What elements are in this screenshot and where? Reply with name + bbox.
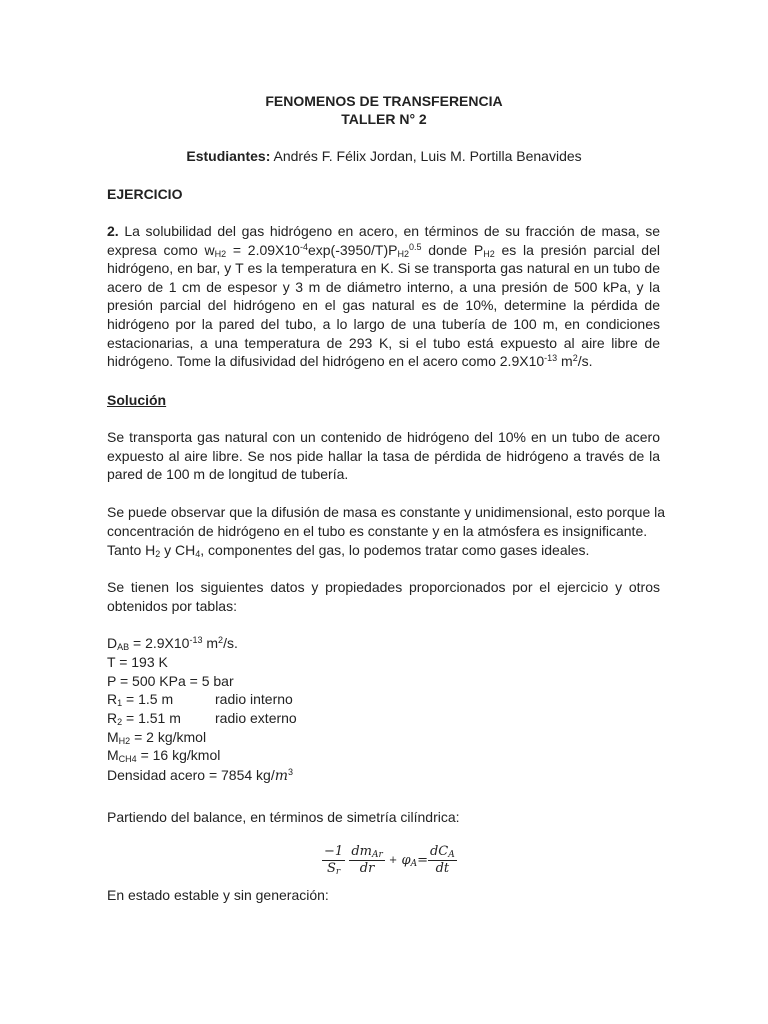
fraction-numerator-2 (349, 844, 384, 861)
plus-sign: + (388, 855, 398, 866)
statement-text-4: donde P (421, 241, 484, 258)
data-mh2 (107, 728, 206, 746)
students-label: Estudiantes: (186, 148, 271, 164)
statement-text-5: es la presión parcial del hidrógeno, en bar, y T es la temperatura en K. Si se transporta gas natural en un tubo de acero de 1 cm de espesor y 3 m de diámetro interno, a una presión de 500 kPa, y la presión parcial del hidrógeno en el gas natural es de 10%, determine la pérdida de hidrógeno por la pared del tubo, a lo largo de una tubería de 100 m, en condiciones estacionarias, a una temperatura de 293 K, si el tubo está expuesto al aire libre de hidrógeno. Tome la difusividad del hidrógeno en el acero como 2.9X10 (107, 241, 660, 370)
dc-subscript: A (448, 850, 455, 860)
data-r1-note: radio interno (215, 691, 293, 707)
dab-subscript: AB (117, 642, 130, 652)
mh2-value: = 2 kg/kmol (130, 729, 207, 745)
text-gases-ideales: , componentes del gas, lo podemos tratar como gases ideales. (200, 542, 590, 558)
exponent-3: 2 (572, 353, 578, 364)
solution-paragraph-2-line-1: Se puede observar que la difusión de masa es constante y unidimensional, esto porque la (107, 504, 666, 520)
solution-paragraph-2-line-2: concentración de hidrógeno en el tubo es constante y en la atmósfera es insignificante. (107, 523, 648, 539)
statement-text-3: exp(-3950/T)P (307, 241, 398, 258)
fraction-denominator-2: dr (359, 861, 375, 876)
w-subscript: H2 (214, 248, 227, 259)
r2-value: = 1.51 m (122, 710, 181, 726)
p2-subscript: H2 (483, 248, 495, 259)
density-text: Densidad acero = 7854 kg/ (107, 767, 275, 783)
dc-symbol: dC (429, 844, 449, 859)
data-r1 (107, 690, 173, 708)
solution-heading: Solución (107, 392, 167, 408)
data-dab (107, 634, 238, 652)
text-ch: y CH (160, 542, 196, 558)
fraction-denominator-1 (322, 861, 345, 877)
exercise-statement (107, 222, 660, 371)
data-density (107, 766, 293, 785)
dab-unit-end: /s. (223, 635, 238, 651)
p-superscript: 0.5 (408, 241, 422, 252)
equals-sign: = (417, 853, 428, 868)
fraction-dm-over-dr (349, 844, 384, 877)
p-subscript: H2 (397, 248, 409, 259)
r1-subscript: 1 (117, 698, 123, 708)
density-m: m (274, 768, 289, 784)
students-names: Andrés F. Félix Jordan, Luis M. Portilla Benavides (273, 148, 582, 164)
solution-paragraph-3: Se tienen los siguientes datos y propiedades proporcionados por el ejercicio y otros obtenidos por tablas: (107, 579, 660, 614)
mh2-label: M (107, 729, 119, 745)
data-temperature: T = 193 K (107, 654, 168, 670)
phi-term (401, 853, 417, 868)
fraction-dc-over-dt (428, 844, 457, 877)
fraction-minus-one-over-sr (322, 844, 345, 877)
density-exponent: 3 (288, 767, 294, 777)
document-subtitle: TALLER N° 2 (341, 111, 427, 127)
statement-text-6: m (557, 353, 573, 370)
dm-subscript: Ar (371, 850, 383, 860)
dab-value: = 2.9X10 (129, 635, 190, 651)
fraction-denominator-3: dt (435, 861, 450, 876)
phi-symbol: φ (401, 853, 411, 868)
exercise-number: 2. (107, 223, 119, 239)
data-r2 (107, 709, 181, 727)
document-title: FENOMENOS DE TRANSFERENCIA (265, 93, 503, 109)
r2-subscript: 2 (117, 717, 123, 727)
fraction-numerator-3 (428, 844, 457, 861)
balance-intro: Partiendo del balance, en términos de simetría cilíndrica: (107, 809, 460, 825)
dab-label: D (107, 635, 118, 651)
exponent-2: -13 (544, 353, 558, 364)
r1-value: = 1.5 m (122, 691, 174, 707)
mch4-value: = 16 kg/kmol (136, 747, 221, 763)
exercise-heading: EJERCICIO (107, 186, 183, 202)
statement-text-7: /s. (577, 353, 593, 370)
students-line (0, 148, 768, 164)
balance-equation (322, 844, 457, 877)
sr-symbol: S (326, 861, 336, 876)
ch4-subscript: 4 (195, 549, 201, 559)
mch4-subscript: CH4 (118, 754, 137, 764)
mch4-label: M (107, 747, 119, 763)
r2-label: R (107, 710, 118, 726)
dab-unit-exponent: 2 (218, 635, 224, 645)
stable-state-text: En estado estable y sin generación: (107, 887, 329, 903)
solution-paragraph-2-line-3 (107, 541, 589, 559)
data-mch4 (107, 746, 220, 764)
solution-paragraph-1: Se transporta gas natural con un contenido de hidrógeno del 10% en un tubo de acero expuesto al aire libre. Se nos pide hallar la tasa de pérdida de hidrógeno a través de la pared de 100 m de longitud de tubería. (107, 429, 660, 483)
data-pressure: P = 500 KPa = 5 bar (107, 673, 234, 689)
r1-label: R (107, 691, 118, 707)
data-r2-note: radio externo (215, 710, 297, 726)
statement-text-1: La solubilidad del gas hidrógeno en acero, en términos de su fracción de masa, se expresa como w (107, 223, 660, 258)
dab-exponent: -13 (189, 635, 203, 645)
statement-text-2: = 2.09X10 (226, 241, 300, 258)
dab-unit: m (202, 635, 219, 651)
phi-subscript: A (410, 859, 418, 869)
sr-subscript: r (335, 867, 341, 877)
text-tanto-h: Tanto H (107, 542, 156, 558)
mh2-subscript: H2 (118, 736, 131, 746)
h2-subscript: 2 (155, 549, 161, 559)
dm-symbol: dm (351, 844, 372, 859)
fraction-numerator-1: −1 (324, 844, 344, 859)
exponent-1: -4 (299, 241, 308, 252)
